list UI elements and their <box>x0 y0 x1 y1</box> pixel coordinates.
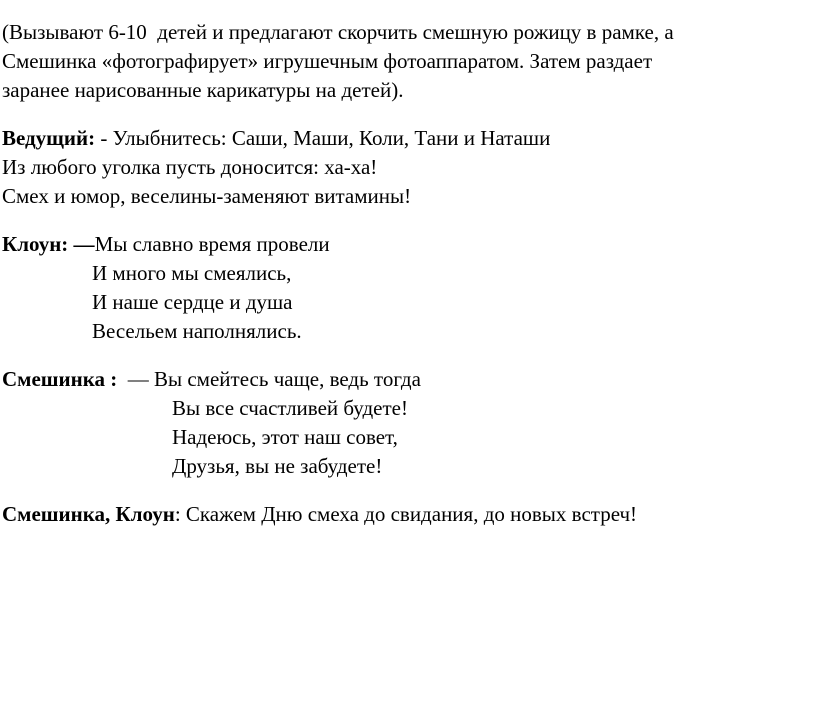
smeshinka-line-4: Друзья, вы не забудете! <box>172 454 383 478</box>
closing-verse <box>2 500 812 529</box>
intro-line-1: (Вызывают 6-10 детей и предлагают скорчить смешную рожицу в рамке, а <box>2 20 674 44</box>
host-speaker: Ведущий: <box>2 126 96 150</box>
intro-line-3: заранее нарисованные карикатуры на детей). <box>2 78 404 102</box>
clown-line-2: И много мы смеялись, <box>92 261 292 285</box>
smeshinka-speaker: Смешинка : <box>2 367 118 391</box>
clown-text-1: Мы славно время провели <box>94 232 330 256</box>
intro-line-2: Смешинка «фотографирует» игрушечным фотоаппаратом. Затем раздает <box>2 49 653 73</box>
closing-line-1 <box>2 500 812 529</box>
clown-speaker: Клоун: — <box>2 232 95 256</box>
host-line-2: Из любого уголка пусть доносится: ха-ха! <box>2 155 378 179</box>
smeshinka-text-1: — Вы смейтесь чаще, ведь тогда <box>117 367 421 391</box>
smeshinka-line-2: Вы все счастливей будете! <box>172 396 408 420</box>
clown-line-1 <box>2 230 812 259</box>
smeshinka-verse <box>2 365 812 481</box>
host-line-1 <box>2 124 812 153</box>
host-line-3: Смех и юмор, веселины-заменяют витамины! <box>2 184 412 208</box>
host-verse <box>2 124 812 211</box>
clown-verse <box>2 230 812 346</box>
smeshinka-line-1 <box>2 365 812 394</box>
document-page <box>2 18 812 529</box>
clown-line-3: И наше сердце и душа <box>92 290 293 314</box>
intro-paragraph <box>2 18 812 105</box>
closing-text-1: : Скажем Дню смеха до свидания, до новых встреч! <box>174 502 638 526</box>
clown-line-4: Весельем наполнялись. <box>92 319 302 343</box>
closing-speaker: Смешинка, Клоун <box>2 502 175 526</box>
smeshinka-line-3: Надеюсь, этот наш совет, <box>172 425 398 449</box>
host-text-1: - Улыбнитесь: Саши, Маши, Коли, Тани и Наташи <box>95 126 551 150</box>
